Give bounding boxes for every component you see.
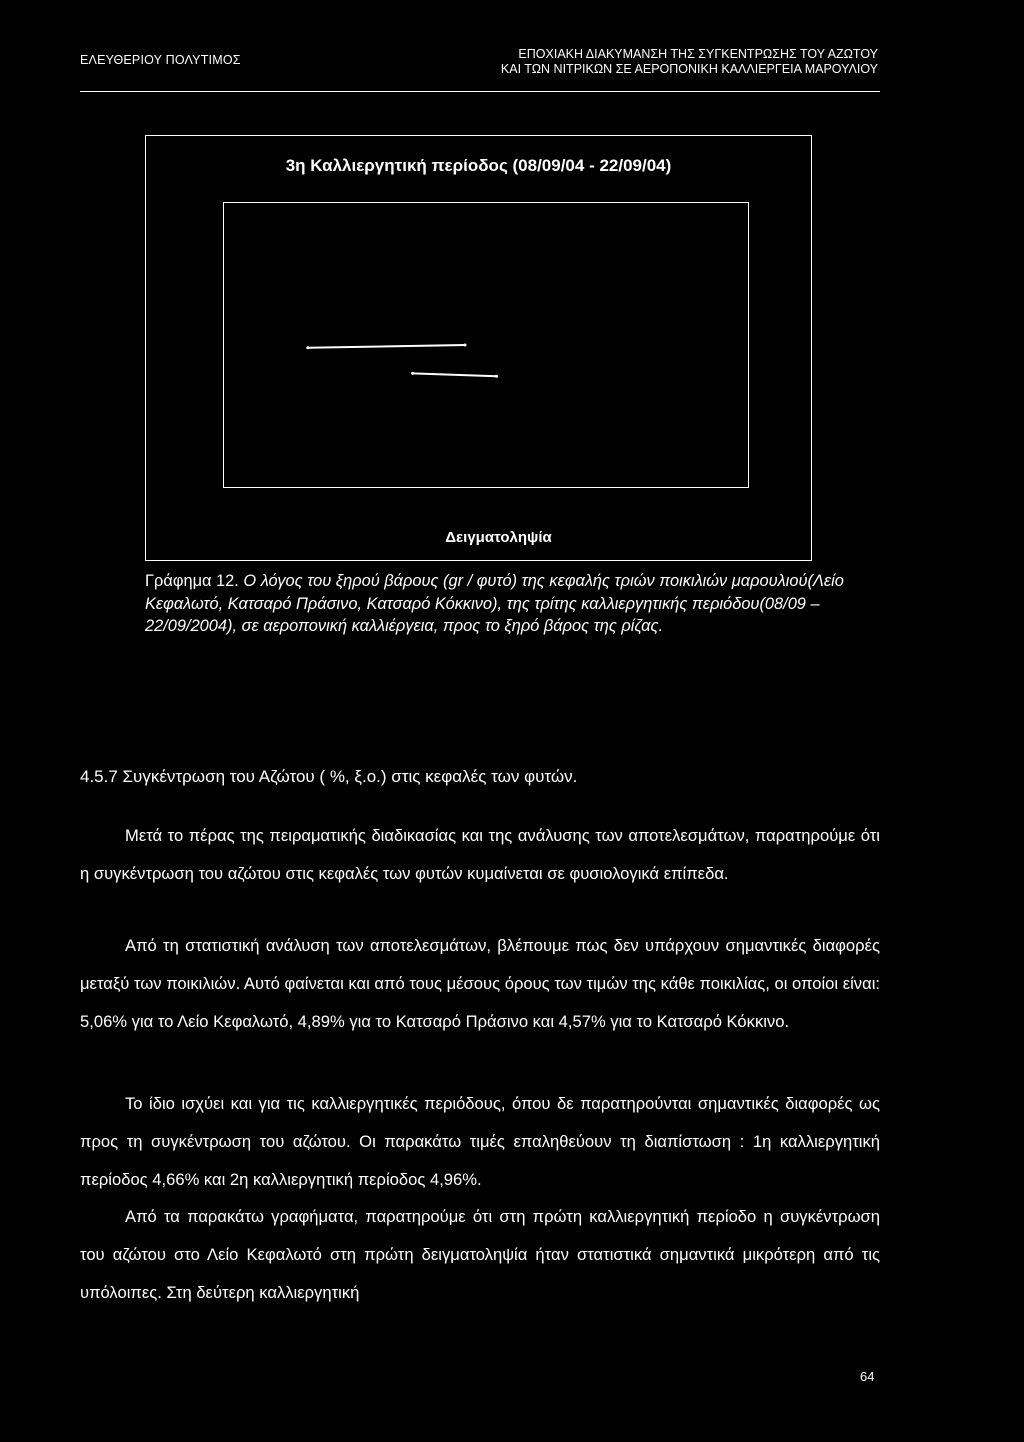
page-number: 64 <box>860 1369 875 1384</box>
series-2-point-2 <box>495 375 498 378</box>
header-author: ΕΛΕΥΘΕΡΙΟΥ ΠΟΛΥΤΙΜΟΣ <box>80 53 241 67</box>
chart-frame <box>145 135 812 561</box>
series-1-point-1 <box>306 346 309 349</box>
series-line-2 <box>413 373 497 376</box>
series-line-1 <box>308 345 465 348</box>
paragraph-3: Το ίδιο ισχύει και για τις καλλιεργητικές περιόδους, όπου δε παρατηρούνται σημαντικές διαφορές ως προς τη συγκέντρωση του αζώτου. Οι παρακάτω τιμές επαληθεύουν τη διαπίστωση : 1η καλλιεργητική περίοδος 4,66% και 2η καλλιεργητική περίοδος 4,96%. <box>80 1094 880 1189</box>
header-title-line1: ΕΠΟΧΙΑΚΗ ΔΙΑΚΥΜΑΝΣΗ ΤΗΣ ΣΥΓΚΕΝΤΡΩΣΗΣ ΤΟΥ ΑΖΩΤΟΥ <box>518 47 878 61</box>
header-title-line2: ΚΑΙ ΤΩΝ ΝΙΤΡΙΚΩΝ ΣΕ ΑΕΡΟΠΟΝΙΚΗ ΚΑΛΛΙΕΡΓΕΙΑ ΜΑΡΟΥΛΙΟΥ <box>500 62 878 76</box>
series-1-point-2 <box>464 344 467 347</box>
paragraph-2: Από τη στατιστική ανάλυση των αποτελεσμάτων, βλέπουμε πως δεν υπάρχουν σημαντικές διαφορές μεταξύ των ποικιλιών. Αυτό φαίνεται και από τους μέσους όρους των τιμών της κάθε ποικιλίας, οι οποίοι είναι: 5,06% για το Λείο Κεφαλωτό, 4,89% για το Κατσαρό Πράσινο και 4,57% για το Κατσαρό Κόκκινο. <box>80 936 880 1031</box>
header-rule <box>80 91 880 92</box>
header-title <box>458 47 878 77</box>
paragraph-1: Μετά το πέρας της πειραματικής διαδικασίας και της ανάλυσης των αποτελεσμάτων, παρατηρούμε ότι η συγκέντρωση του αζώτου στις κεφαλές των φυτών κυμαίνεται σε φυσιολογικά επίπεδα. <box>80 826 880 883</box>
paragraph-4: Από τα παρακάτω γραφήματα, παρατηρούμε ότι στη πρώτη καλλιεργητική περίοδο η συγκέντρωση του αζώτου στο Λείο Κεφαλωτό στη πρώτη δειγματοληψία ήταν στατιστικά σημαντικά μικρότερη από τις υπόλοιπες. Στη δεύτερη καλλιεργητική <box>80 1207 880 1302</box>
chart-title: 3η Καλλιεργητική περίοδος (08/09/04 - 22/09/04) <box>285 156 672 175</box>
x-axis-label: Δειγματοληψία <box>445 529 552 546</box>
figure-caption <box>145 570 880 638</box>
series-2-point-1 <box>411 372 414 375</box>
plot-area <box>223 202 749 488</box>
caption-lead: Γράφημα 12. <box>145 572 239 590</box>
plot-svg <box>224 203 748 487</box>
caption-text: Ο λόγος του ξηρού βάρους (gr / φυτό) της κεφαλής τριών ποικιλιών μαρουλιού(Λείο Κεφαλωτό, Κατσαρό Πράσινο, Κατσαρό Κόκκινο), της τρίτης καλλιεργητικής περιόδου(08/09 – 22/09/2004), σε αεροπονική καλλιέργεια, προς το ξηρό βάρος της ρίζας. <box>145 572 844 635</box>
section-heading: 4.5.7 Συγκέντρωση του Αζώτου ( %, ξ.ο.) στις κεφαλές των φυτών. <box>80 767 578 786</box>
